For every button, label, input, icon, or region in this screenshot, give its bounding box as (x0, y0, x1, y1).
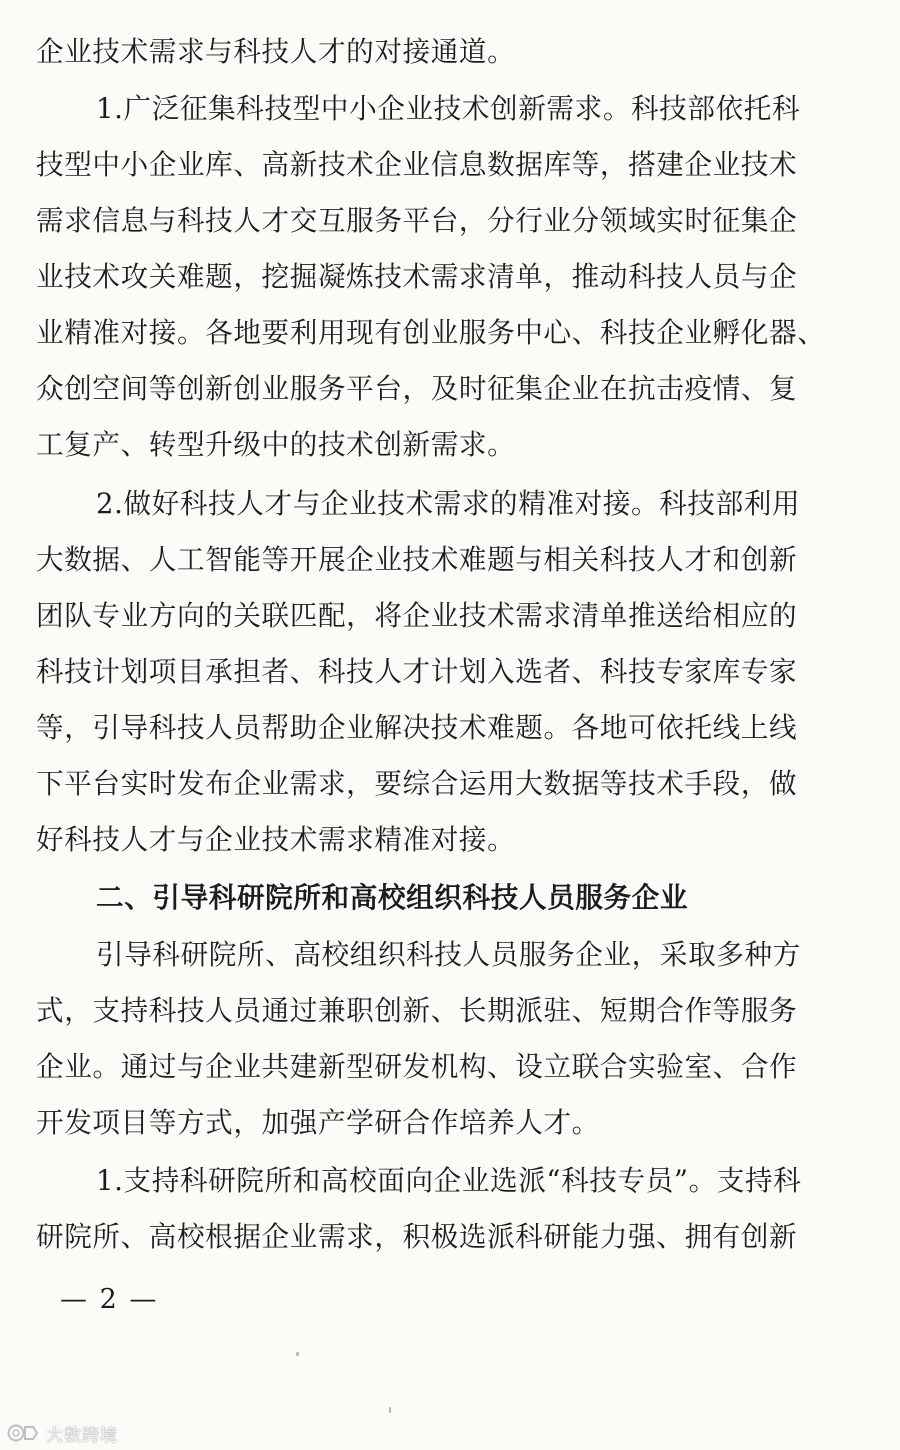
text-line: 业精准对接。各地要利用现有创业服务中心、科技企业孵化器、 (36, 316, 826, 349)
text-line: 工复产、转型升级中的技术创新需求。 (36, 428, 516, 461)
text-line: 众创空间等创新创业服务平台，及时征集企业在抗击疫情、复 (36, 372, 798, 405)
text-line: 下平台实时发布企业需求，要综合运用大数据等技术手段，做 (36, 767, 798, 800)
text-line: 企业。通过与企业共建新型研发机构、设立联合实验室、合作 (36, 1050, 798, 1083)
watermark-logo-icon (6, 1422, 40, 1444)
text-line: 1.支持科研院所和高校面向企业选派“科技专员”。支持科 (96, 1164, 802, 1197)
section-heading: 二、引导科研院所和高校组织科技人员服务企业 (96, 881, 689, 914)
text-line: 式，支持科技人员通过兼职创新、长期派驻、短期合作等服务 (36, 994, 798, 1027)
text-line: 需求信息与科技人才交互服务平台，分行业分领域实时征集企 (36, 204, 798, 237)
watermark (6, 1420, 118, 1446)
text-line: 2.做好科技人才与企业技术需求的精准对接。科技部利用 (96, 487, 801, 520)
watermark-text: 大数跨境 (46, 1425, 118, 1446)
text-line: 研院所、高校根据企业需求，积极选派科研能力强、拥有创新 (36, 1220, 798, 1253)
text-line: 技型中小企业库、高新技术企业信息数据库等，搭建企业技术 (36, 148, 798, 181)
scan-speck (389, 1407, 391, 1413)
text-line: 等，引导科技人员帮助企业解决技术难题。各地可依托线上线 (36, 711, 798, 744)
scan-speck (296, 1352, 299, 1356)
text-line: 业技术攻关难题，挖掘凝炼技术需求清单，推动科技人员与企 (36, 260, 798, 293)
text-line: 团队专业方向的关联匹配，将企业技术需求清单推送给相应的 (36, 599, 798, 632)
text-line: 科技计划项目承担者、科技人才计划入选者、科技专家库专家 (36, 655, 798, 688)
text-line: 1.广泛征集科技型中小企业技术创新需求。科技部依托科 (96, 92, 801, 125)
text-line: 企业技术需求与科技人才的对接通道。 (36, 35, 516, 68)
page-number: — 2 — (60, 1284, 159, 1315)
text-line: 开发项目等方式，加强产学研合作培养人才。 (36, 1106, 600, 1139)
text-line: 引导科研院所、高校组织科技人员服务企业，采取多种方 (96, 938, 801, 971)
text-line: 大数据、人工智能等开展企业技术难题与相关科技人才和创新 (36, 543, 798, 576)
text-line: 好科技人才与企业技术需求精准对接。 (36, 823, 516, 856)
